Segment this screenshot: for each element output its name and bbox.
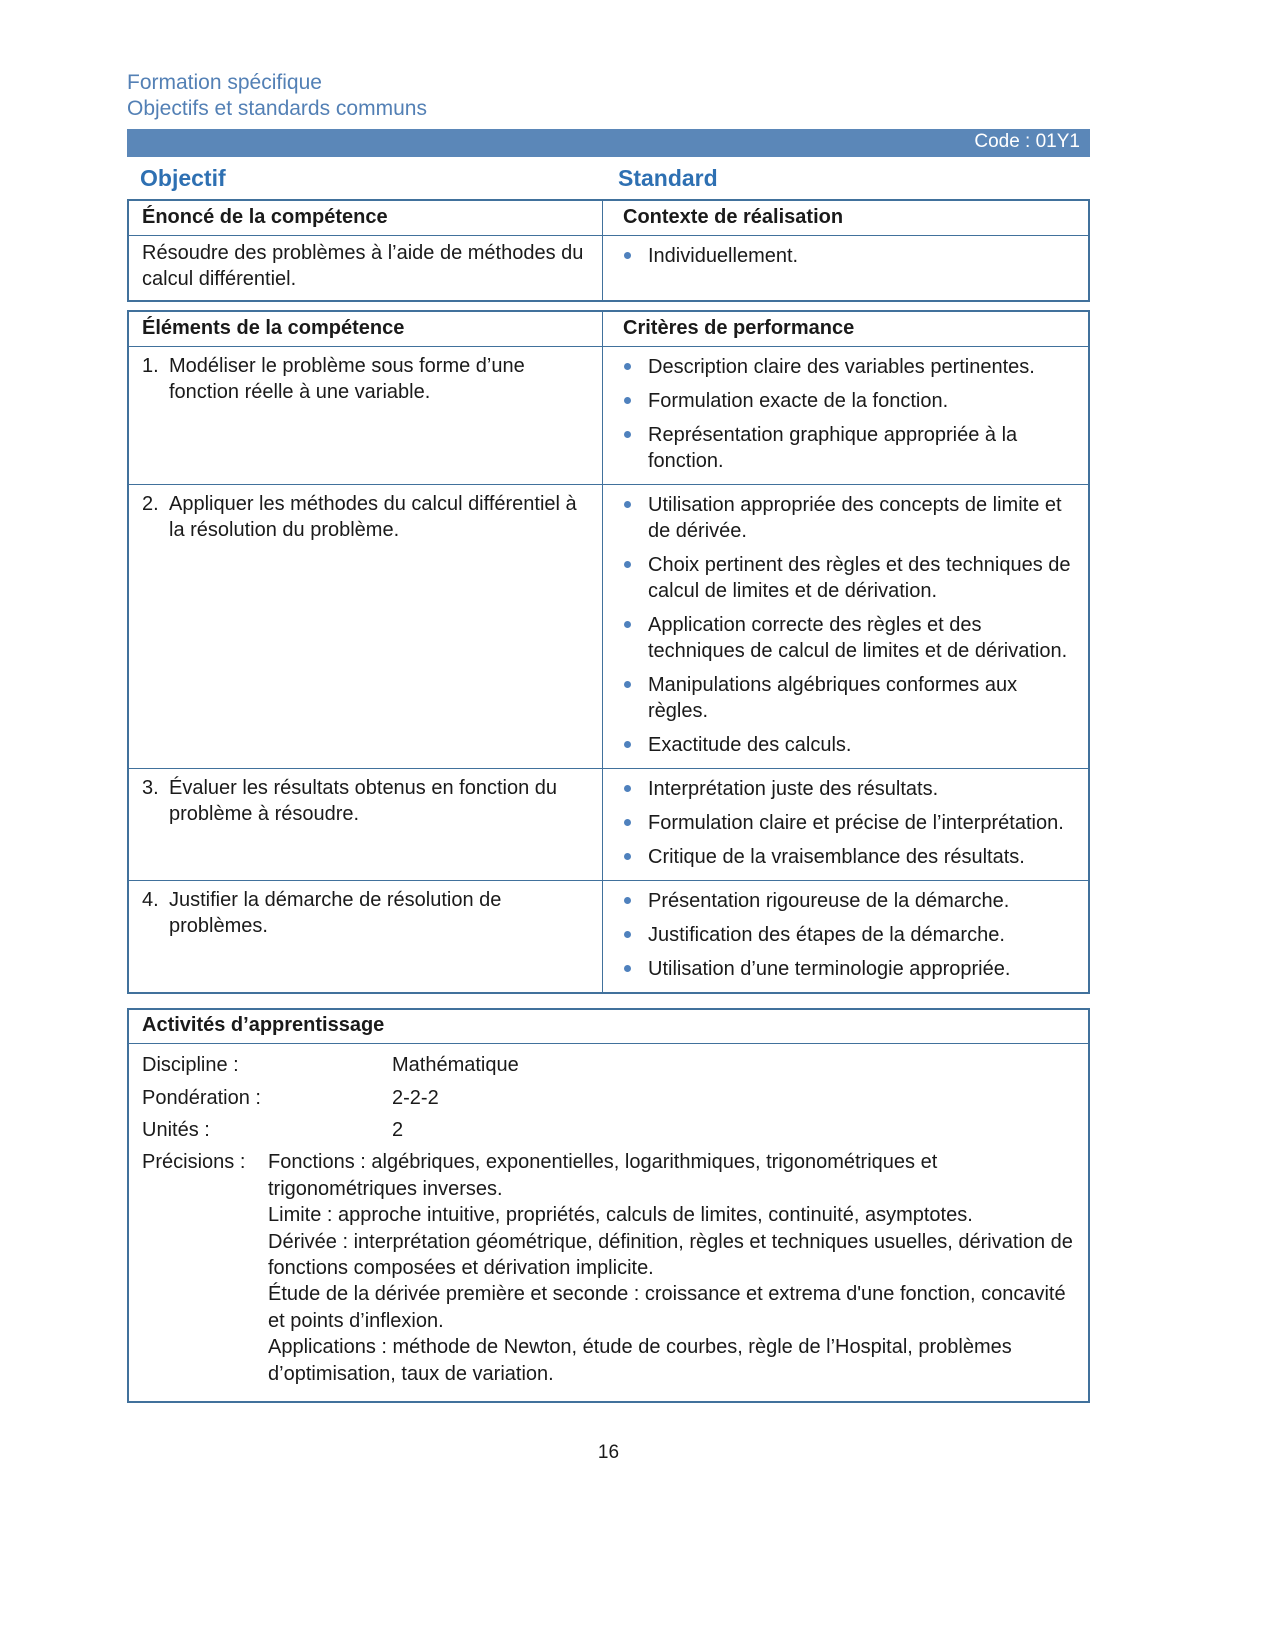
criterion-item [623,732,1074,758]
criteria-2-list [623,492,1074,758]
discipline-field [142,1052,1075,1078]
bullet-icon [624,252,631,259]
elements-header-row [129,312,1088,346]
criteria-3-list [623,776,1074,870]
criterion-text: Exactitude des calculs. [648,734,852,757]
criterion-item [623,388,1074,414]
element-4-number: 4. [142,889,159,912]
element-row-3 [129,768,1088,880]
precisions-content [268,1149,1075,1387]
column-titles-row [127,157,1090,199]
header-objectifs-line: Objectifs et standards communs [127,96,427,120]
unites-value: 2 [392,1119,404,1141]
criterion-item [623,612,1074,664]
element-1-text: Modéliser le problème sous forme d’une fonction réelle à une variable. [169,355,525,404]
precisions-label: Précisions : [142,1151,246,1174]
competence-statement: Résoudre des problèmes à l’aide de méthodes du calcul différentiel. [129,236,603,300]
code-bar [127,129,1090,157]
precision-paragraph: Fonctions : algébriques, exponentielles, logarithmiques, trigonométriques et trigonométriques inverses. [268,1151,938,1200]
criterion-text: Manipulations algébriques conformes aux règles. [648,674,1018,723]
competence-header-left: Énoncé de la compétence [129,201,603,235]
activities-body [129,1044,1088,1401]
competence-header-right: Contexte de réalisation [623,206,844,229]
criterion-item [623,243,1074,269]
precision-paragraph: Étude de la dérivée première et seconde : croissance et extrema d'une fonction, concavité et points d’inflexion. [268,1283,1066,1332]
element-4-item [142,885,590,939]
criteria-4-cell [603,881,1088,992]
criteria-2-cell [603,485,1088,768]
standard-column-title: Standard [618,165,718,192]
criterion-item [623,354,1074,380]
competence-content-row [129,235,1088,300]
criteria-1-cell [603,347,1088,484]
bullet-icon [624,561,631,568]
element-row-4 [129,880,1088,992]
criterion-text: Représentation graphique appropriée à la fonction. [648,424,1018,473]
criteria-1-list [623,354,1074,474]
competence-header-row [129,201,1088,235]
bullet-icon [624,363,631,370]
element-3-number: 3. [142,777,159,800]
criterion-item [623,422,1074,474]
bullet-icon [624,431,631,438]
ponderation-value: 2-2-2 [392,1086,439,1109]
criteria-4-list [623,888,1074,982]
criterion-text: Utilisation d’une terminologie appropriée. [648,958,1011,981]
criterion-item [623,776,1074,802]
activities-title: Activités d’apprentissage [129,1010,1088,1044]
bullet-icon [624,897,631,904]
criterion-item [623,922,1074,948]
elements-table [127,310,1090,994]
criterion-text: Critique de la vraisemblance des résultats. [648,846,1025,869]
unites-field [142,1117,1075,1143]
competence-table [127,199,1090,302]
context-bullet-list [623,243,1074,269]
criterion-text: Application correcte des règles et des techniques de calcul de limites et de dérivation. [648,614,1068,663]
element-2-cell [129,485,603,768]
element-4-cell [129,881,603,992]
elements-header-left: Éléments de la compétence [129,312,603,346]
bullet-icon [624,741,631,748]
criteria-3-cell [603,769,1088,880]
unites-label: Unités : [142,1119,210,1141]
criterion-text: Description claire des variables pertinentes. [648,356,1035,379]
precision-paragraph: Dérivée : interprétation géométrique, définition, règles et techniques usuelles, dérivation de fonctions composées et dérivation implicite. [268,1230,1073,1279]
elements-header-right: Critères de performance [623,317,855,340]
criterion-item [623,888,1074,914]
element-2-number: 2. [142,493,159,516]
criterion-text: Interprétation juste des résultats. [648,778,939,801]
criterion-text: Présentation rigoureuse de la démarche. [648,890,1010,913]
bullet-icon [624,853,631,860]
competence-context-cell [603,236,1088,300]
criterion-text: Formulation exacte de la fonction. [648,390,949,413]
document-header [127,0,1090,121]
bullet-icon [624,785,631,792]
bullet-icon [624,397,631,404]
criterion-text: Individuellement. [648,245,799,268]
page-content [127,0,1090,1650]
ponderation-label: Pondération : [142,1086,261,1109]
discipline-label: Discipline : [142,1054,239,1077]
criterion-text: Choix pertinent des règles et des techniques de calcul de limites et de dérivation. [648,554,1071,603]
criterion-item [623,810,1074,836]
ponderation-field [142,1085,1075,1111]
criterion-item [623,552,1074,604]
page-number: 16 [597,1442,620,1463]
bullet-icon [624,931,631,938]
bullet-icon [624,501,631,508]
criterion-text: Formulation claire et précise de l’interprétation. [648,812,1064,835]
discipline-value: Mathématique [392,1054,519,1077]
criterion-text: Justification des étapes de la démarche. [648,924,1005,947]
element-2-item [142,489,590,543]
bullet-icon [624,621,631,628]
element-3-item [142,773,590,827]
bullet-icon [624,681,631,688]
bullet-icon [624,819,631,826]
element-row-2 [129,484,1088,768]
element-2-text: Appliquer les méthodes du calcul différentiel à la résolution du problème. [169,493,577,542]
criterion-item [623,844,1074,870]
criterion-item [623,492,1074,544]
element-row-1 [129,346,1088,484]
criterion-item [623,672,1074,724]
bullet-icon [624,965,631,972]
element-3-text: Évaluer les résultats obtenus en fonction du problème à résoudre. [169,777,558,826]
criterion-item [623,956,1074,982]
element-4-text: Justifier la démarche de résolution de problèmes. [169,889,502,938]
header-formation-line: Formation spécifique [127,71,322,94]
code-label: Code : 01Y1 [974,131,1080,153]
activities-table [127,1008,1090,1403]
element-1-number: 1. [142,355,159,378]
precision-paragraph: Limite : approche intuitive, propriétés, calculs de limites, continuité, asymptotes. [268,1204,973,1227]
criterion-text: Utilisation appropriée des concepts de limite et de dérivée. [648,494,1062,543]
element-1-item [142,351,590,405]
element-1-cell [129,347,603,484]
precisions-field [142,1149,1075,1387]
precision-paragraph: Applications : méthode de Newton, étude de courbes, règle de l’Hospital, problèmes d’optimisation, taux de variation. [268,1336,1012,1385]
objectif-column-title: Objectif [140,165,226,192]
element-3-cell [129,769,603,880]
